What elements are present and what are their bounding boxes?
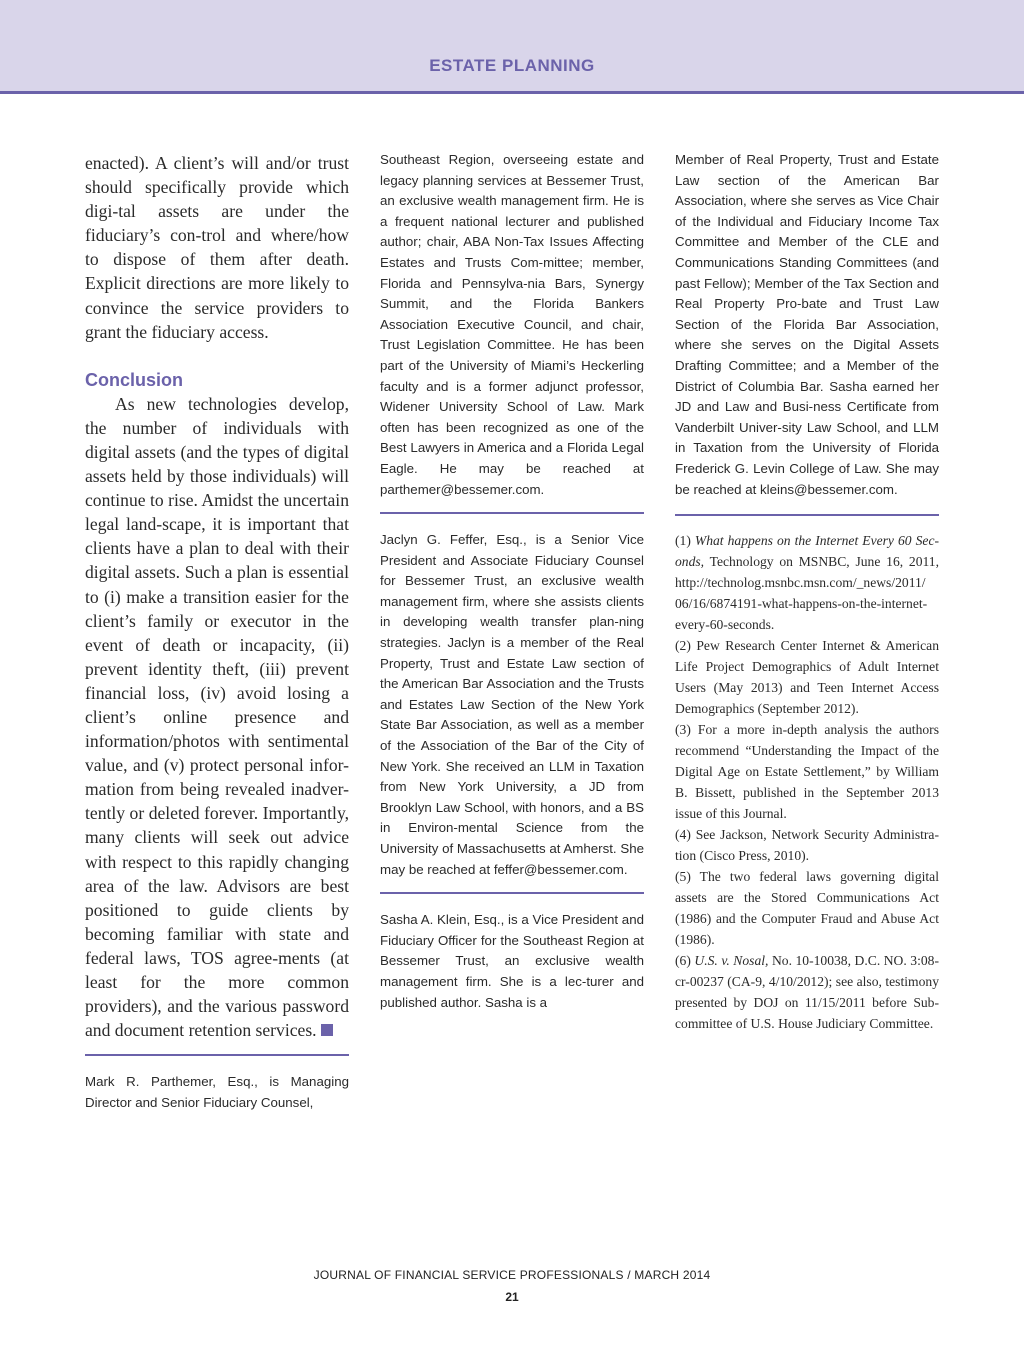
body-paragraph: enacted). A client’s will and/or trust should specifically provide which digi-tal assets are under the fiduciary’s con-trol and where/how to dispose of them after death. Explicit directions are more likely to convince the service providers to grant the fiduciary access. xyxy=(85,153,349,342)
column-1 xyxy=(85,150,349,1113)
column-3 xyxy=(675,150,939,1034)
footnote: (3) For a more in-depth analysis the authors recommend “Understanding the Impact of the Digital Age on Estate Settlement,” by William B. Bissett, published in the September 2013 issue of this Journal. xyxy=(675,722,939,822)
author-bio-parthemer-continued: Southeast Region, overseeing estate and legacy planning services at Bessemer Trust, an exclusive wealth management firm. He is a frequent national lecturer and published author; chair, ABA Non-Tax Issues Affecting Estates and Trusts Com-mittee; member, Florida and Pennsylva-nia Bars, Synergy Summit, and the Florida Bankers Association Executive Council, and chair, Trust Legislation Committee. He has been part of the University of Miami’s Heckerling faculty and is a former adjunct professor, Widener University School of Law. Mark often has been recognized as one of the Best Lawyers in America and a Florida Legal Eagle. He may be reached at parthemer@bessemer.com. xyxy=(380,152,644,497)
footnote: (5) The two federal laws governing digital assets are the Stored Communications Act (1986) and the Computer Fraud and Abuse Act (1986). xyxy=(675,869,939,948)
footnote: (2) Pew Research Center Internet & American Life Project Demographics of Adult Internet Users (May 2013) and Teen Internet Access Demographics (September 2012). xyxy=(675,638,939,717)
footnote: (4) See Jackson, Network Security Administra-tion (Cisco Press, 2010). xyxy=(675,827,939,864)
author-bio-klein: Sasha A. Klein, Esq., is a Vice President and Fiduciary Officer for the Southeast Region at Bessemer Trust, an exclusive wealth management firm. She is a lec-turer and published author. Sasha is a xyxy=(380,912,644,1010)
footnote: (1) What happens on the Internet Every 60 Sec-onds, Technology on MSNBC, June 16, 2011, http://technolog.msnbc.msn.com/_news/2011/ 06/16/6874191-what-happens-on-the-internet-every-60-seconds. xyxy=(675,533,940,633)
divider xyxy=(85,1054,349,1056)
page-number: 21 xyxy=(505,1290,519,1304)
divider xyxy=(380,892,644,894)
column-2 xyxy=(380,150,644,1013)
divider xyxy=(380,512,644,514)
journal-footer: JOURNAL OF FINANCIAL SERVICE PROFESSIONALS / MARCH 2014 xyxy=(313,1268,711,1282)
conclusion-text: As new technologies develop, the number of individuals with digital assets (and the types of digital assets held by those individuals) will continue to rise. Amidst the uncertain legal land-scape, it is important that clients have a plan to deal with their digital assets. Such a plan is essential to (i) make a transition easier for the client’s family or executor in the event of death or incapacity, (ii) prevent identity theft, (iii) prevent financial loss, (iv) avoid losing a client’s online presence and information/photos with sentimental value, and (v) protect personal infor-mation from being revealed inadver-tently or deleted forever. Importantly, many clients will seek out advice with respect to this rapidly changing area of the law. Advisors are best positioned to guide clients by becoming familiar with state and federal laws, TOS agree-ments (at least for the more common providers), and the various password and document retention services. xyxy=(85,393,349,1041)
conclusion-paragraph xyxy=(85,392,349,1043)
header-band xyxy=(0,0,1024,94)
author-bio-klein-continued: Member of Real Property, Trust and Estate Law section of the American Bar Association, where she serves as Vice Chair of the Individual and Fiduciary Income Tax Committee and Member of the CLE and Communications Standing Committees (and past Fellow); Member of the Tax Section and Real Property Pro-bate and Trust Law Section of the Florida Bar Association, where she serves on the Digital Assets Drafting Committee; and a Member of the District of Columbia Bar. Sasha earned her JD and Law and Busi-ness Certificate from Vanderbilt Univer-sity Law School, and LLM in Taxation from the University of Florida Frederick G. Levin College of Law. She may be reached at kleins@bessemer.com. xyxy=(675,152,939,497)
end-of-article-mark xyxy=(321,1024,333,1036)
footnotes xyxy=(675,530,939,1034)
footnote: (6) U.S. v. Nosal, No. 10-10038, D.C. NO. 3:08-cr-00237 (CA-9, 4/10/2012); see also, testimony presented by DOJ on 11/15/2011 before Sub-committee of U.S. House Judiciary Committee. xyxy=(675,953,940,1032)
conclusion-heading: Conclusion xyxy=(85,369,183,390)
author-bio-parthemer: Mark R. Parthemer, Esq., is Managing Director and Senior Fiduciary Counsel, xyxy=(85,1074,349,1110)
divider xyxy=(675,514,939,516)
author-bio-feffer: Jaclyn G. Feffer, Esq., is a Senior Vice President and Associate Fiduciary Counsel for Bessemer Trust, an exclusive wealth management firm, where she assists clients in developing wealth transfer plan-ning strategies. Jaclyn is a member of the Real Property, Trust and Estate Law section of the American Bar Association and the Trusts and Estates Law Section of the New York State Bar Association, as well as a member of the Association of the Bar of the City of New York. She received an LLM in Taxation from New York University, a JD from Brooklyn Law School, with honors, and a BS in Environ-mental Science from the University of Massachusetts at Amherst. She may be reached at feffer@bessemer.com. xyxy=(380,532,644,877)
section-title: ESTATE PLANNING xyxy=(429,56,595,75)
